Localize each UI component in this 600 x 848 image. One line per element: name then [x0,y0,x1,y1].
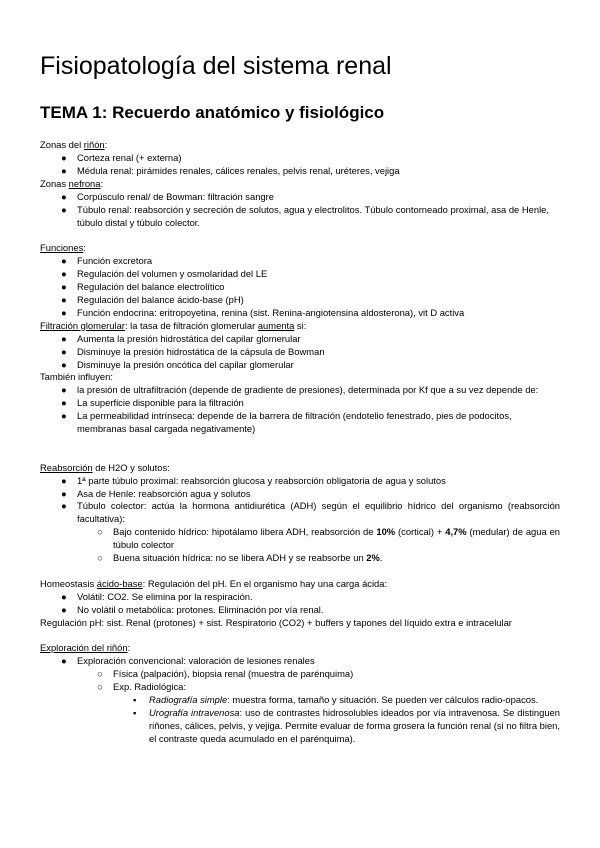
bullet-marker-level1: ● [61,474,67,486]
list-item-text [77,475,560,488]
list-item [40,591,560,604]
list-item [40,152,560,165]
bullet-marker-level1: ● [61,281,67,293]
text-run: Homeostasis [40,577,97,589]
paragraph [40,178,560,191]
text-run: Regulación del volumen y osmolaridad del LE [77,268,268,280]
section-heading: TEMA 1: Recuerdo anatómico y fisiológico [40,102,385,122]
text-run: Función excretora [77,255,153,267]
bullet-marker-level1: ● [61,345,67,357]
bullet-marker-level1: ● [61,655,67,667]
paragraph [40,617,560,630]
list-item-text [77,307,560,320]
text-run: Asa de Henle: reabsorción agua y solutos [77,487,251,499]
text-run: No volátil o metabólica: protones. Eliminación por vía renal. [77,603,324,615]
list-item-text [77,359,560,372]
text-run: Volátil: CO2. Se elimina por la respiración. [77,590,253,602]
paragraph [40,462,560,475]
text-run: Radiografía simple [149,694,228,706]
text-run: Urografía intravenosa [149,706,240,718]
bullet-marker-level1: ● [61,306,67,318]
text-run: riñón [83,139,105,151]
document-body [40,139,560,746]
list-item-text [77,191,560,204]
text-run: Funciones [40,242,84,254]
text-run: También influyen: [40,371,113,383]
paragraph [40,371,560,384]
bullet-marker-level1: ● [61,384,67,396]
list-item [40,488,560,501]
text-run: Aumenta la presión hidrostática del capilar glomerular [77,332,301,344]
list-item-text [77,281,560,294]
text-run: Física (palpación), biopsia renal (muestra de parénquima) [113,668,354,680]
text-run: : uso de contrastes hidrosolubles ideados por vía intravenosa. Se distinguen riñones, cálices, pelvis, y vejiga. Permite evaluar de forma grosera la función renal (si no filtra bien, el contraste queda acumulado en el parénquima). [149,706,560,744]
text-run: (cortical) + [395,526,446,538]
list-item [40,384,560,397]
text-run: nefrona [68,177,101,189]
text-run: Disminuye la presión hidrostática de la cápsula de Bowman [77,345,325,357]
text-run: (medular) de agua en túbulo colector [113,526,560,551]
text-run: Función endocrina: eritropoyetina, renina (sist. Renina-angiotensina aldosterona), vit D activa [77,306,465,318]
text-run: si: [294,319,307,331]
text-run: ácido-base [96,577,143,589]
list-item [40,255,560,268]
bullet-marker-level1: ● [61,410,67,422]
list-item [40,655,560,668]
list-item-text [77,152,560,165]
list-item [40,475,560,488]
bullet-marker-level2: ○ [97,526,103,538]
bullet-marker-level1: ● [61,358,67,370]
list-item [40,552,560,565]
bullet-marker-level1: ● [61,332,67,344]
list-item [40,346,560,359]
list-item-text [77,255,560,268]
text-run: Túbulo renal: reabsorción y secreción de solutos, agua y electrolitos. Túbulo contorneado proximal, asa de Henle, túbulo distal y túbulo colector. [77,203,549,228]
text-run: Zonas del [40,139,84,151]
list-item [40,397,560,410]
text-run: La permeabilidad intrínseca: depende de la barrera de filtración (endotelio fenestrado, pies de podocitos, membranas basal cargada negativamente) [77,410,512,435]
list-item-text [77,333,560,346]
text-run: Filtración glomerular [40,319,125,331]
bullet-marker-level1: ● [61,397,67,409]
text-run: Exploración convencional: valoración de lesiones renales [77,655,315,667]
text-run: : [100,177,104,189]
text-run: : Regulación del pH. En el organismo hay una carga ácida: [142,577,388,589]
text-run: Exploración del riñón [40,642,128,654]
bullet-marker-level1: ● [61,603,67,615]
list-item-text [77,604,560,617]
text-run: Regulación pH: sist. Renal (protones) + sist. Respiratorio (CO2) + buffers y tapones del líquido extra e intracelular [40,616,512,628]
bullet-marker-level2: ○ [97,668,103,680]
list-item-text [113,668,560,681]
bullet-marker-level1: ● [61,255,67,267]
paragraph [40,139,560,152]
list-item-text [149,694,560,707]
text-run: : [127,642,131,654]
list-item-text [77,410,560,436]
text-run: . [379,552,383,564]
bullet-marker-level1: ● [61,203,67,215]
text-run: 4,7% [445,526,467,538]
list-item-text [113,552,560,565]
bullet-marker-level1: ● [61,487,67,499]
text-run: 2% [366,552,380,564]
text-run: Regulación del balance ácido-base (pH) [77,294,244,305]
text-run: Túbulo colector: actúa la hormona antidiurética (ADH) según el equilibrio hídrico del organismo (reabsorción facultativa): [77,500,560,525]
bullet-marker-level1: ● [61,190,67,202]
paragraph [40,578,560,591]
list-item-text [77,397,560,410]
text-run: : [83,242,86,254]
list-item [40,307,560,320]
document-title: Fisiopatología del sistema renal [40,52,392,80]
list-item [40,410,560,436]
list-item [40,359,560,372]
list-item-text [77,294,560,307]
list-item [40,333,560,346]
paragraph [40,242,560,255]
bullet-marker-level1: ● [61,164,67,176]
list-item [40,294,560,307]
bullet-marker-level1: ● [61,152,67,164]
list-item-text [77,165,560,178]
text-run: de H2O y solutos: [92,461,170,473]
bullet-marker-level1: ● [61,268,67,280]
blank-line-spacer [40,436,560,449]
text-run: La superficie disponible para la filtración [77,397,244,409]
text-run: Médula renal: pirámides renales, cálices renales, pelvis renal, uréteres, vejiga [77,164,400,176]
list-item [40,165,560,178]
bullet-marker-level2: ○ [97,552,103,564]
text-run: : la tasa de filtración glomerular [124,319,258,331]
list-item [40,204,560,230]
bullet-marker-level1: ● [61,294,67,305]
text-run: Disminuye la presión oncótica del capilar glomerular [77,358,294,370]
bullet-marker-level2: ○ [97,681,103,693]
blank-line-spacer [40,630,560,643]
text-run: 10% [376,526,396,538]
list-item-text [113,681,560,694]
list-item [40,681,560,694]
bullet-marker-level1: ● [61,500,67,512]
list-item [40,526,560,552]
text-run: 1ª parte túbulo proximal: reabsorción glucosa y reabsorción obligatoria de agua y solutos [77,474,446,486]
list-item [40,500,560,526]
list-item-text [77,488,560,501]
list-item-text [77,384,560,397]
text-run: aumenta [257,319,295,331]
text-run: : [104,139,108,151]
text-run: Regulación del balance electrolítico [77,281,225,293]
text-run: Reabsorción [40,461,93,473]
list-item [40,191,560,204]
list-item-text [77,268,560,281]
text-run: Corteza renal (+ externa) [77,152,182,164]
text-run: Zonas [40,177,69,189]
bullet-marker-level3: ▪ [133,694,137,706]
paragraph [40,320,560,333]
list-item-text [149,707,560,746]
text-run: : muestra forma, tamaño y situación. Se pueden ver cálculos radio-opacos. [227,694,539,706]
text-run: la presión de ultrafiltración (depende de gradiente de presiones), determinada por Kf que a su vez depende de: [77,384,539,396]
list-item [40,694,560,707]
blank-line-spacer [40,229,560,242]
list-item [40,668,560,681]
blank-line-spacer [40,449,560,462]
bullet-marker-level3: ▪ [133,706,137,718]
list-item-text [77,591,560,604]
list-item-text [77,655,560,668]
list-item [40,707,560,746]
list-item-text [77,500,560,526]
blank-line-spacer [40,565,560,578]
bullet-marker-level1: ● [61,590,67,602]
text-run: Corpúsculo renal/ de Bowman: filtración sangre [77,190,274,202]
list-item [40,268,560,281]
paragraph [40,642,560,655]
text-run: Exp. Radiológica: [113,681,186,693]
list-item-text [77,204,560,230]
text-run: Buena situación hídrica: no se libera ADH y se reabsorbe un [113,552,367,564]
list-item-text [77,346,560,359]
list-item-text [113,526,560,552]
text-run: Bajo contenido hídrico: hipotálamo libera ADH, reabsorción de [113,526,377,538]
list-item [40,281,560,294]
list-item [40,604,560,617]
